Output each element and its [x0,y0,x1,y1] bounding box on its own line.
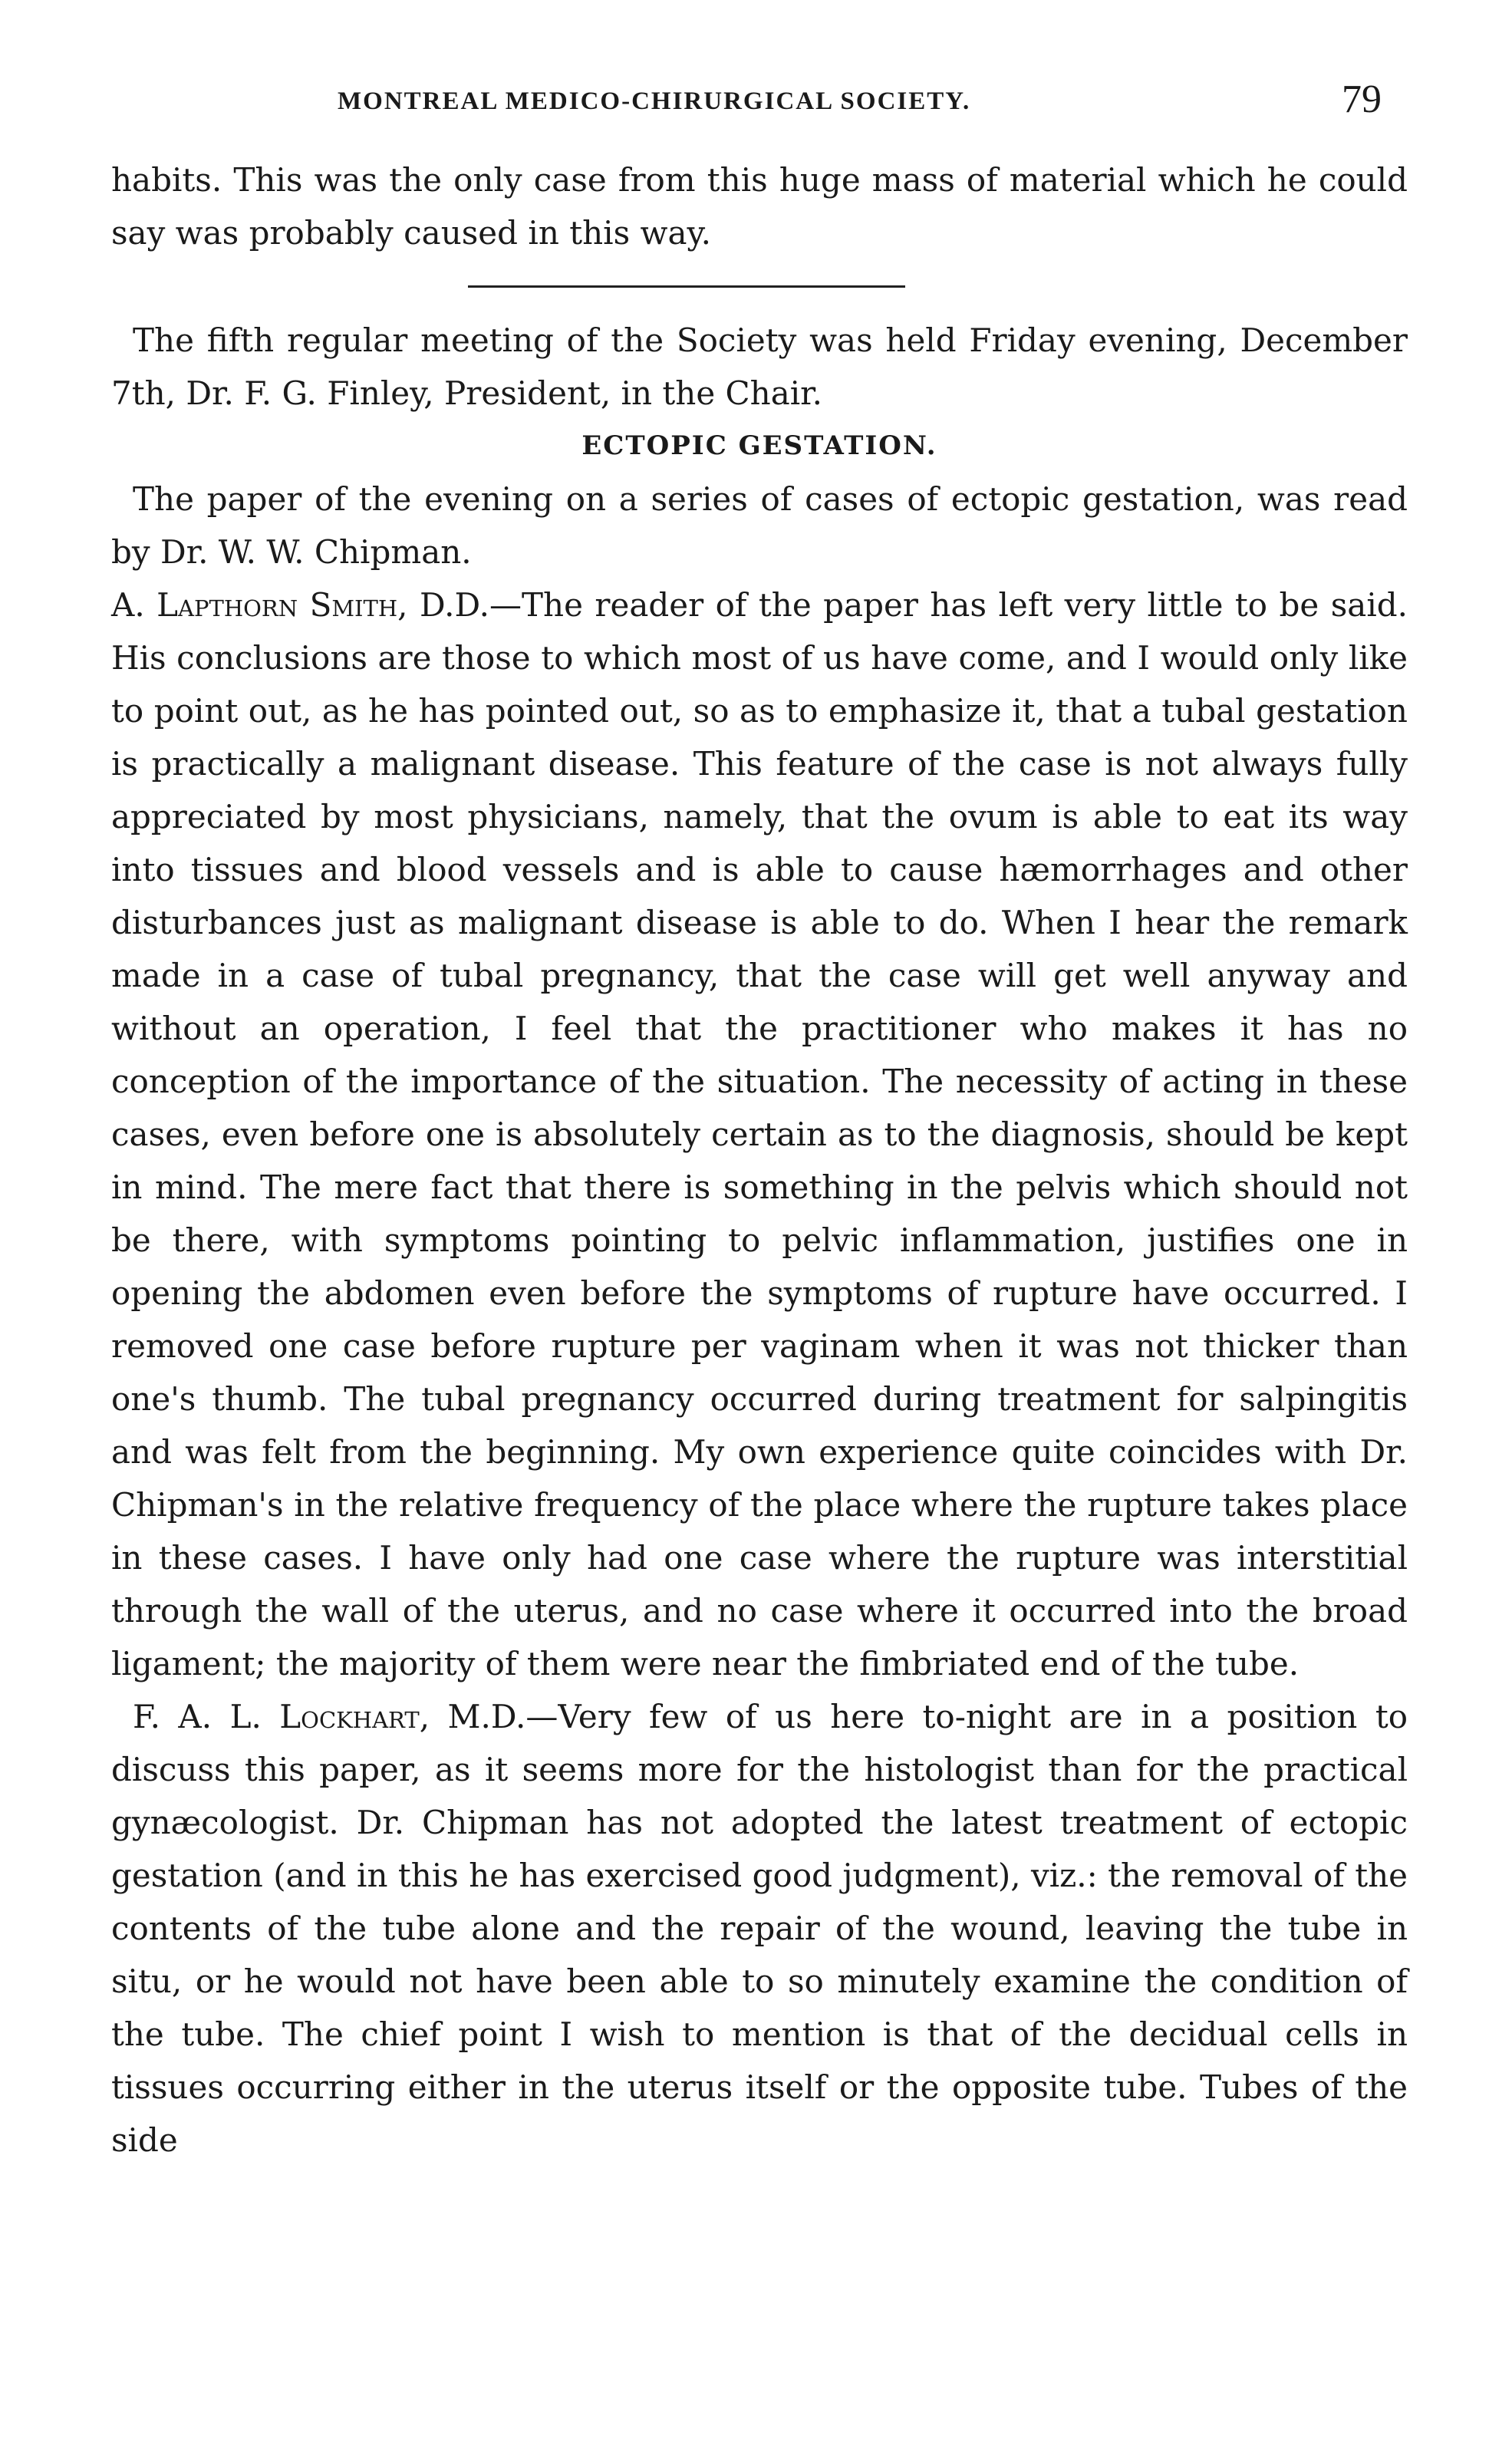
discussion-text: —Very few of us here to-night are in a position to discuss this paper, as it seems more for the histologist than for the practical gynæcologist. Dr. Chipman has not adopted the latest treatment of ectopic gestation (and in this he has exercised good judgment), viz.: the removal of the contents of the tube alone and the repair of the wound, leaving the tube in situ, or he would not have been able to so minutely examine the condition of the tube. The chief point I wish to mention is that of the decidual cells in tissues occurring either in the uterus itself or the opposite tube. Tubes of the side [111,1698,1408,2159]
discussion-smith [111,578,1408,1690]
speaker-name: A. Lapthorn Smith, D.D. [111,586,489,624]
section-divider [468,285,905,288]
paragraph-continuation: habits. This was the only case from this huge mass of material which he could say was probably caused in this way. [111,161,1408,252]
discussion-lockhart [111,1690,1408,2167]
paragraph-meeting: The fifth regular meeting of the Society was held Friday evening, December 7th, Dr. F. G. Finley, President, in the Chair. [111,321,1408,412]
speaker-name: F. A. L. Lockhart, M.D. [133,1698,526,1735]
page-body [111,153,1408,2167]
section-title: ECTOPIC GESTATION. [581,430,937,461]
running-head: MONTREAL MEDICO-CHIRURGICAL SOCIETY. [338,87,971,115]
paragraph-intro: The paper of the evening on a series of cases of ectopic gestation, was read by Dr. W. W. Chipman. [111,480,1408,571]
page-header [115,77,1397,138]
discussion-text: —The reader of the paper has left very little to be said. His conclusions are those to which most of us have come, and I would only like to point out, as he has pointed out, so as to emphasize it, that a tubal gestation is practically a malignant disease. This feature of the case is not always fully appreciated by most physicians, namely, that the ovum is able to eat its way into tissues and blood vessels and is able to cause hæmorrhages and other disturbances just as malignant disease is able to do. When I hear the remark made in a case of tubal pregnancy, that the case will get well anyway and without an operation, I feel that the practitioner who makes it has no conception of the importance of the situation. The necessity of acting in these cases, even before one is absolutely certain as to the diagnosis, should be kept in mind. The mere fact that there is something in the pelvis which should not be there, with symptoms pointing to pelvic inflammation, justifies one in opening the abdomen even before the symptoms of rupture have occurred. I removed one case before rupture per vaginam when it was not thicker than one's thumb. The tubal pregnancy occurred during treatment for salpingitis and was felt from the beginning. My own experience quite coincides with Dr. Chipman's in the relative frequency of the place where the rupture takes place in these cases. I have only had one case where the rupture was interstitial through the wall of the uterus, and no case where it occurred into the broad ligament; the majority of them were near the fimbriated end of the tube. [111,586,1408,1682]
page-number: 79 [1342,77,1382,121]
